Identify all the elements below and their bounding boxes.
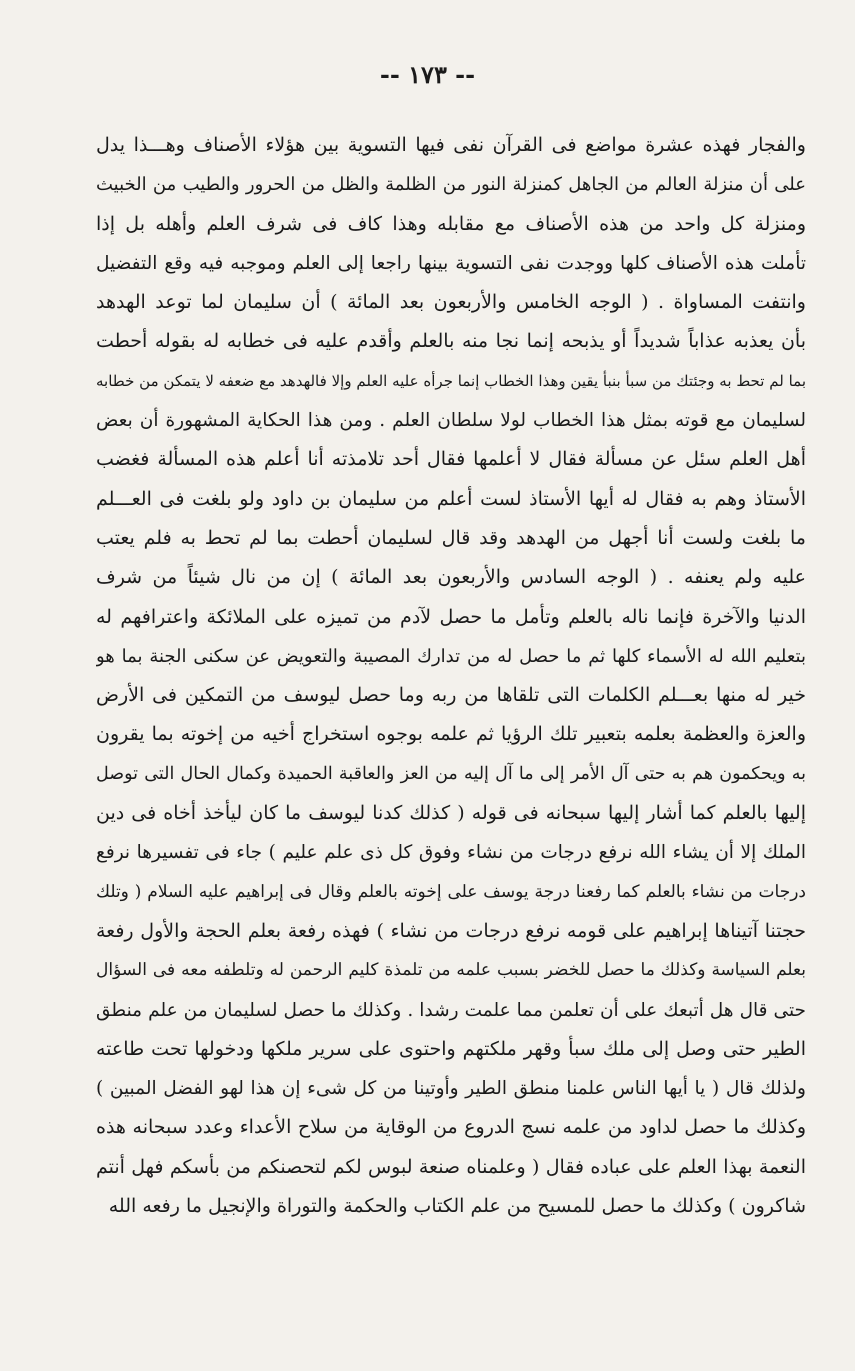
text-line: حجتنا آتيناها إبراهيم على قومه نرفع درجات من نشاء ) فهذه رفعة بعلم الحجة والأول رفعة (96, 919, 806, 942)
text-line: درجات من نشاء بالعلم كما رفعنا درجة يوسف على إخوته بالعلم وقال فى إبراهيم عليه السلام ( وتلك (96, 881, 806, 902)
text-line: به ويحكمون هم به حتى آل الأمر إلى ما آل إليه من العز والعاقبة الحميدة وكمال الحال التى توصل (96, 763, 806, 784)
text-line: أهل العلم سئل عن مسألة فقال لا أعلمها فقال أحد تلامذته أنا أعلم هذه المسألة فغضب (96, 448, 806, 471)
text-line: الأستاذ وهم به فقال له أيها الأستاذ لست أعلم من سليمان بن داود ولو بلغت فى العـــلم (96, 487, 806, 510)
text-line: النعمة بهذا العلم على عباده فقال ( وعلمناه صنعة لبوس لكم لتحصنكم من بأسكم فهل أنتم (96, 1155, 806, 1178)
text-line: ما بلغت ولست أنا أجهل من الهدهد وقد قال لسليمان أحطت بما لم تحط به فلم يعتب (96, 526, 806, 549)
text-line: وانتفت المساواة . ( الوجه الخامس والأربعون بعد المائة ) أن سليمان لما توعد الهدهد (96, 291, 806, 314)
text-line: حتى قال هل أتبعك على أن تعلمن مما علمت رشدا . وكذلك ما حصل لسليمان من علم منطق (96, 999, 806, 1021)
text-line: والفجار فهذه عشرة مواضع فى القرآن نفى فيها التسوية بين هؤلاء الأصناف وهـــذا يدل (96, 134, 806, 156)
text-line: ولذلك قال ( يا أيها الناس علمنا منطق الطير وأوتينا من كل شىء إن هذا لهو الفضل المبين ) (96, 1078, 806, 1100)
text-line: على أن منزلة العالم من الجاهل كمنزلة النور من الظلمة والظل من الحرور والطيب من الخبيث (96, 174, 806, 196)
text-line: خير له منها بعـــلم الكلمات التى تلقاها من ربه وما حصل ليوسف من التمكين فى الأرض (96, 684, 806, 707)
text-line: بأن يعذبه عذاباً شديداً أو يذبحه إنما نجا منه بالعلم وأقدم عليه فى خطابه له بقوله أحطت (96, 330, 806, 353)
text-line: تأملت هذه الأصناف كلها ووجدت نفى التسوية بينها راجعا إلى العلم وموجبه فيه وقع التفضيل (96, 252, 806, 274)
text-line: بتعليم الله له الأسماء كلها ثم ما حصل له من تدارك المصيبة والتعويض عن سكنى الجنة بما هو (96, 645, 806, 667)
text-line: بما لم تحط به وجئتك من سبأ بنبأ يقين وهذا الخطاب إنما جرأه عليه العلم وإلا فالهدهد مع ضعفه لا يتمكن من خطابه (96, 371, 806, 390)
text-line: الطير حتى وصل إلى ملك سبأ وقهر ملكتهم واحتوى على سرير ملكها ودخولها تحت طاعته (96, 1037, 806, 1060)
text-line: شاكرون ) وكذلك ما حصل للمسيح من علم الكتاب والحكمة والتوراة والإنجيل ما رفعه الله (108, 1195, 806, 1218)
text-line: وكذلك ما حصل لداود من علمه نسج الدروع من الوقاية من سلاح الأعداء وعدد سبحانه هذه (96, 1116, 806, 1139)
page-number: -- ١٧٣ -- (379, 60, 476, 89)
text-line: الدنيا والآخرة فإنما ناله بالعلم وتأمل ما حصل لآدم من تميزه على الملائكة واعترافهم له (96, 605, 806, 628)
text-line: بعلم السياسة وكذلك ما حصل للخضر بسبب علمه من تلمذة كليم الرحمن له وتلطفه معه فى السؤال (96, 960, 806, 981)
text-line: والعزة والعظمة بعلمه بتعبير تلك الرؤيا ثم علمه بوجوه استخراج أخيه من إخوته بما يقرون (96, 723, 806, 746)
text-line: عليه ولم يعنفه . ( الوجه السادس والأربعون بعد المائة ) إن من نال شيئاً من شرف (96, 566, 806, 589)
text-line: الملك إلا أن يشاء الله نرفع درجات من نشاء وفوق كل ذى علم عليم ) جاء فى تفسيرها نرفع (96, 842, 806, 864)
text-line: إليها بالعلم كما أشار إليها سبحانه فى قوله ( كذلك كدنا ليوسف ما كان ليأخذ أخاه فى دين (96, 802, 806, 825)
text-line: ومنزلة كل واحد من هذه الأصناف مع مقابله وهذا كاف فى شرف العلم وأهله بل إذا (96, 212, 806, 235)
page-body-text (96, 126, 806, 1226)
text-line: لسليمان مع قوته بمثل هذا الخطاب لولا سلطان العلم . ومن هذا الحكاية المشهورة أن بعض (96, 410, 806, 432)
